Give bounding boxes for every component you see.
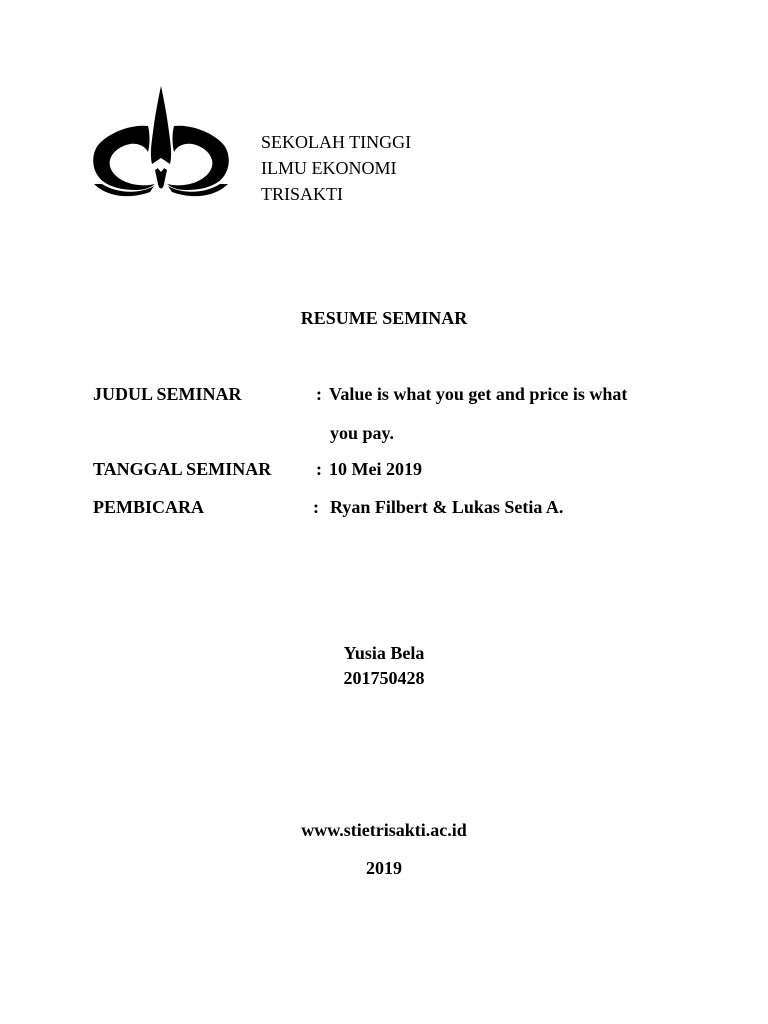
- author-student-id: 201750428: [343, 668, 425, 688]
- document-title: RESUME SEMINAR: [300, 308, 468, 328]
- pembicara-value: Ryan Filbert & Lukas Setia A.: [330, 497, 564, 517]
- stie-trisakti-emblem-icon: [92, 86, 230, 202]
- author-name: Yusia Bela: [343, 643, 425, 663]
- judul-seminar-separator: :: [316, 384, 322, 404]
- tanggal-seminar-value: 10 Mei 2019: [329, 459, 422, 479]
- footer-website: www.stietrisakti.ac.id: [301, 820, 467, 840]
- pembicara-separator: :: [313, 497, 319, 517]
- footer-year: 2019: [366, 858, 402, 878]
- pembicara-label: PEMBICARA: [93, 497, 204, 517]
- institution-name-line-1: SEKOLAH TINGGI: [261, 132, 412, 152]
- tanggal-seminar-separator: :: [316, 459, 322, 479]
- institution-name-line-3: TRISAKTI: [261, 184, 343, 204]
- judul-seminar-value-line-2: you pay.: [330, 423, 395, 443]
- institution-name-line-2: ILMU EKONOMI: [261, 158, 397, 178]
- judul-seminar-value-line-1: Value is what you get and price is what: [329, 384, 628, 404]
- judul-seminar-label: JUDUL SEMINAR: [93, 384, 242, 404]
- tanggal-seminar-label: TANGGAL SEMINAR: [93, 459, 272, 479]
